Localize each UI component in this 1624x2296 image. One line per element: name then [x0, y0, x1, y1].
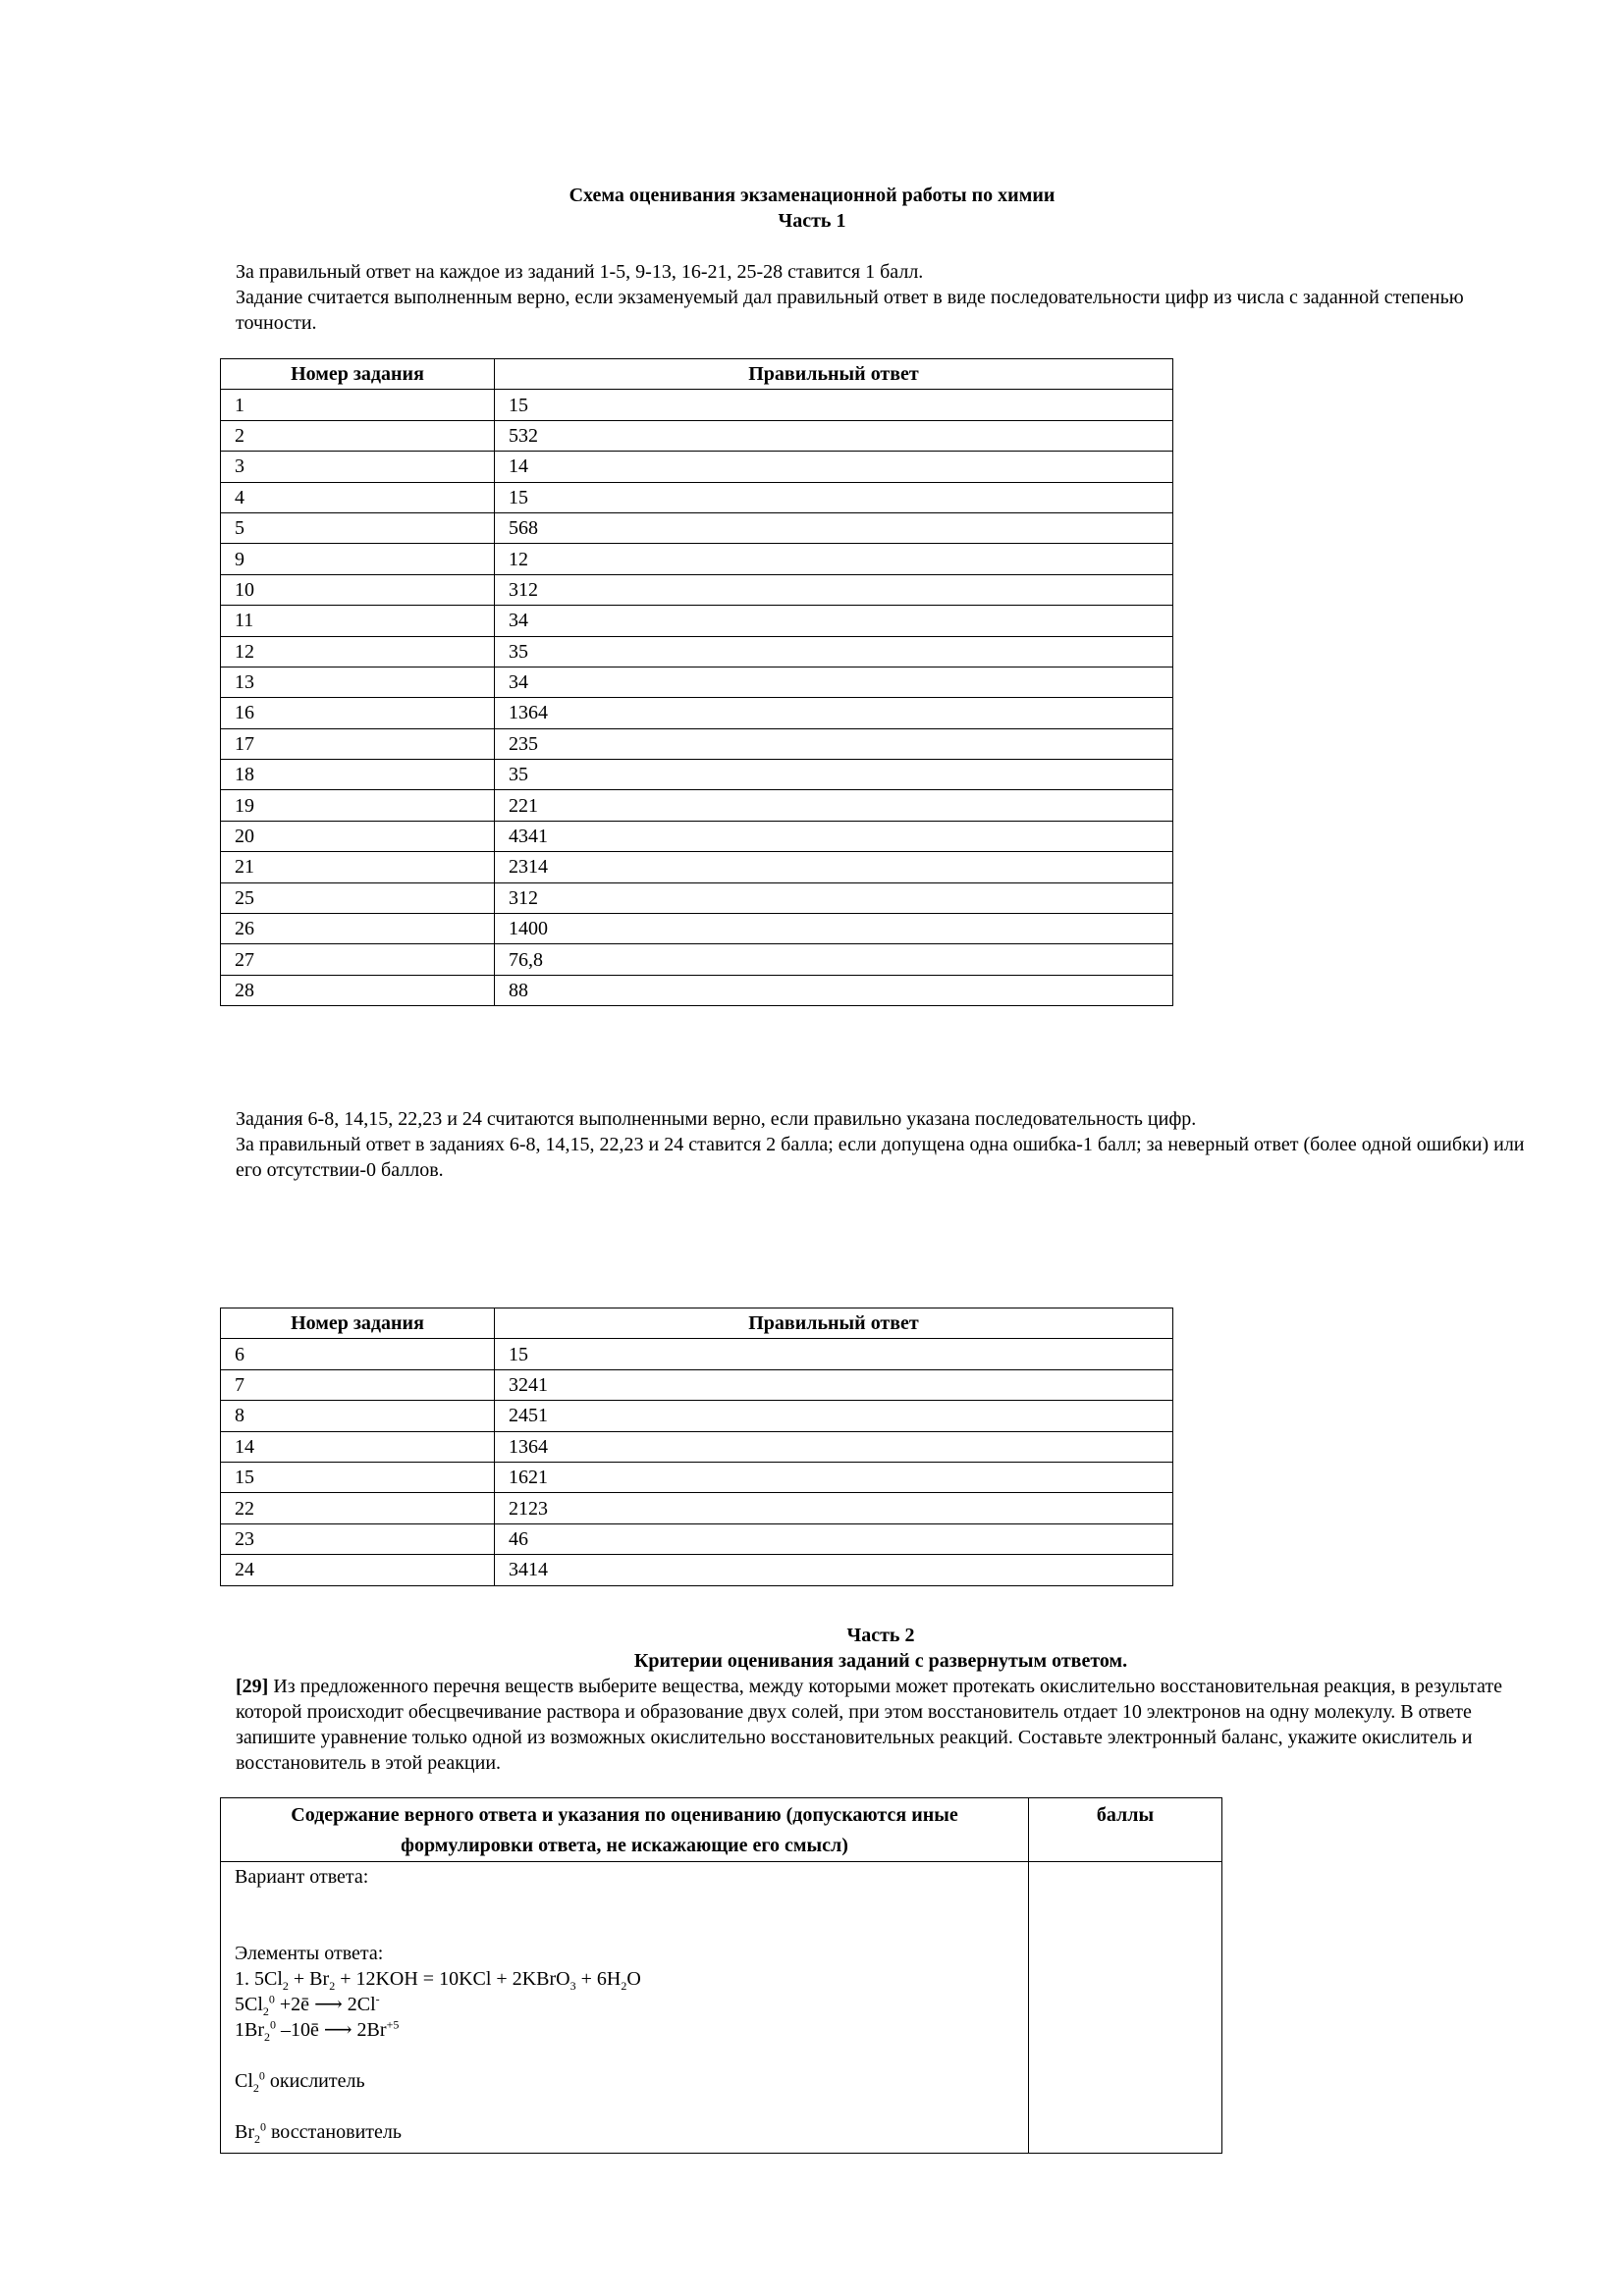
correct-answer-cell: 3414	[495, 1555, 1173, 1585]
table-row	[221, 790, 1173, 821]
correct-answer-cell: 34	[495, 667, 1173, 697]
correct-answer-cell: 1364	[495, 1431, 1173, 1462]
column-header-task-number: Номер задания	[221, 359, 495, 390]
column-header-task-number: Номер задания	[221, 1308, 495, 1339]
correct-answer-cell: 532	[495, 420, 1173, 451]
task-number-cell: 8	[221, 1401, 495, 1431]
table-row	[221, 914, 1173, 944]
table-header-row	[221, 1308, 1173, 1339]
table-row	[221, 1523, 1173, 1554]
correct-answer-cell: 3241	[495, 1369, 1173, 1400]
table-row	[221, 1431, 1173, 1462]
task-number-cell: 10	[221, 574, 495, 605]
correct-answer-cell: 312	[495, 882, 1173, 913]
task-number-cell: 24	[221, 1555, 495, 1585]
criteria-body-row	[221, 1862, 1222, 2154]
table-row	[221, 667, 1173, 697]
answers-table-1-body	[221, 390, 1173, 1006]
correct-answer-cell: 312	[495, 574, 1173, 605]
task-number-cell: 6	[221, 1339, 495, 1369]
part2-heading: Часть 2	[846, 1625, 915, 1646]
table-row	[221, 882, 1173, 913]
task-number-cell: 25	[221, 882, 495, 913]
table-row	[221, 1555, 1173, 1585]
part1-mid-line2: За правильный ответ в заданиях 6-8, 14,15, 22,23 и 24 ставится 2 балла; если допущена одна ошибка-1 балл; за неверный ответ (более одной ошибки) или его отсутствии-0 баллов.	[236, 1134, 1525, 1181]
task-number-cell: 11	[221, 606, 495, 636]
table-row	[221, 390, 1173, 420]
task-number-cell: 4	[221, 482, 495, 512]
part1-intro-line1: За правильный ответ на каждое из заданий 1-5, 9-13, 16-21, 25-28 ставится 1 балл.	[236, 261, 924, 283]
table-row	[221, 975, 1173, 1005]
criteria-table	[220, 1797, 1222, 2154]
criteria-header-points: баллы	[1029, 1798, 1222, 1862]
task-29-text	[236, 1674, 1532, 1776]
task-number: [29]	[236, 1676, 269, 1697]
correct-answer-cell: 15	[495, 1339, 1173, 1369]
table-row	[221, 512, 1173, 543]
part2-subheading: Критерии оценивания заданий с развернутым ответом.	[633, 1650, 1128, 1672]
correct-answer-cell: 1621	[495, 1462, 1173, 1492]
criteria-header-row	[221, 1798, 1222, 1862]
table-row	[221, 944, 1173, 975]
correct-answer-cell: 35	[495, 760, 1173, 790]
column-header-correct-answer: Правильный ответ	[495, 1308, 1173, 1339]
task-number-cell: 28	[221, 975, 495, 1005]
table-row	[221, 728, 1173, 759]
task-number-cell: 13	[221, 667, 495, 697]
reducer-line: $Br_2^0$ восстановитель	[235, 2119, 402, 2146]
correct-answer-cell: 34	[495, 606, 1173, 636]
task-number-cell: 18	[221, 760, 495, 790]
task-number-cell: 21	[221, 852, 495, 882]
task-number-cell: 26	[221, 914, 495, 944]
table-row	[221, 544, 1173, 574]
table-header-row	[221, 359, 1173, 390]
correct-answer-cell: 1400	[495, 914, 1173, 944]
task-number-cell: 20	[221, 821, 495, 851]
table-row	[221, 760, 1173, 790]
correct-answer-cell: 46	[495, 1523, 1173, 1554]
table-row	[221, 1462, 1173, 1492]
task-number-cell: 17	[221, 728, 495, 759]
reaction-equation: 1. $5Cl_2 + Br_2 + 12KOH = 10KCl$ + 2KBrO$_3$ + $6H_2O$	[235, 1968, 641, 1993]
task-number-cell: 15	[221, 1462, 495, 1492]
correct-answer-cell: 15	[495, 482, 1173, 512]
correct-answer-cell: 4341	[495, 821, 1173, 851]
oxidizer-line: $Cl_2^0$ окислитель	[235, 2068, 365, 2095]
task-number-cell: 7	[221, 1369, 495, 1400]
task-number-cell: 12	[221, 636, 495, 667]
column-header-correct-answer: Правильный ответ	[495, 359, 1173, 390]
correct-answer-cell: 15	[495, 390, 1173, 420]
task-number-cell: 5	[221, 512, 495, 543]
criteria-answer-cell	[221, 1862, 1029, 2154]
task-number-cell: 3	[221, 452, 495, 482]
correct-answer-cell: 2314	[495, 852, 1173, 882]
table-row	[221, 636, 1173, 667]
task-number-cell: 19	[221, 790, 495, 821]
correct-answer-cell: 221	[495, 790, 1173, 821]
table-row	[221, 698, 1173, 728]
part1-intro-line2: Задание считается выполненным верно, если экзаменуемый дал правильный ответ в виде последовательности цифр из числа с заданной степенью точности.	[236, 287, 1464, 334]
correct-answer-cell: 88	[495, 975, 1173, 1005]
table-row	[221, 1401, 1173, 1431]
correct-answer-cell: 14	[495, 452, 1173, 482]
answer-variant-label: Вариант ответа:	[235, 1866, 369, 1888]
table-row	[221, 606, 1173, 636]
correct-answer-cell: 12	[495, 544, 1173, 574]
correct-answer-cell: 235	[495, 728, 1173, 759]
part1-heading: Часть 1	[778, 210, 846, 232]
balance-line-bromine: $1Br_2^0$ –10ē ⟶ $2Br^{+5}$	[235, 2017, 400, 2044]
table-row	[221, 821, 1173, 851]
table-row	[221, 452, 1173, 482]
task-description: Из предложенного перечня веществ выберите вещества, между которыми может протекать окислительно восстановительная реакция, в результате которой происходит обесцвечивание раствора и образование двух солей, при этом восстановитель отдает 10 электронов на одну молекулу. В ответе запишите уравнение только одной из возможных окислительно восстановительных реакций. Составьте электронный баланс, укажите окислитель и восстановитель в этой реакции.	[236, 1676, 1503, 1774]
correct-answer-cell: 76,8	[495, 944, 1173, 975]
task-number-cell: 9	[221, 544, 495, 574]
answers-table-2-body	[221, 1339, 1173, 1585]
task-number-cell: 1	[221, 390, 495, 420]
document-title: Схема оценивания экзаменационной работы по химии	[568, 185, 1056, 206]
part1-mid-line1: Задания 6-8, 14,15, 22,23 и 24 считаются выполненными верно, если правильно указана последовательность цифр.	[236, 1108, 1197, 1130]
criteria-points-cell	[1029, 1862, 1222, 2154]
table-row	[221, 420, 1173, 451]
answer-elements-label: Элементы ответа:	[235, 1943, 384, 1964]
table-row	[221, 482, 1173, 512]
balance-line-chlorine: $5Cl_2^0$ +2ē ⟶ 2Cl-	[235, 1992, 380, 2018]
criteria-header-content: Содержание верного ответа и указания по оцениванию (допускаются иные формулировки ответа, не искажающие его смысл)	[221, 1798, 1029, 1862]
correct-answer-cell: 2451	[495, 1401, 1173, 1431]
table-row	[221, 1339, 1173, 1369]
correct-answer-cell: 2123	[495, 1493, 1173, 1523]
correct-answer-cell: 1364	[495, 698, 1173, 728]
task-number-cell: 14	[221, 1431, 495, 1462]
table-row	[221, 1493, 1173, 1523]
answers-table-1	[220, 358, 1173, 1006]
table-row	[221, 574, 1173, 605]
table-row	[221, 852, 1173, 882]
task-number-cell: 22	[221, 1493, 495, 1523]
task-number-cell: 16	[221, 698, 495, 728]
answers-table-2	[220, 1308, 1173, 1586]
task-number-cell: 27	[221, 944, 495, 975]
correct-answer-cell: 568	[495, 512, 1173, 543]
table-row	[221, 1369, 1173, 1400]
task-number-cell: 23	[221, 1523, 495, 1554]
task-number-cell: 2	[221, 420, 495, 451]
correct-answer-cell: 35	[495, 636, 1173, 667]
